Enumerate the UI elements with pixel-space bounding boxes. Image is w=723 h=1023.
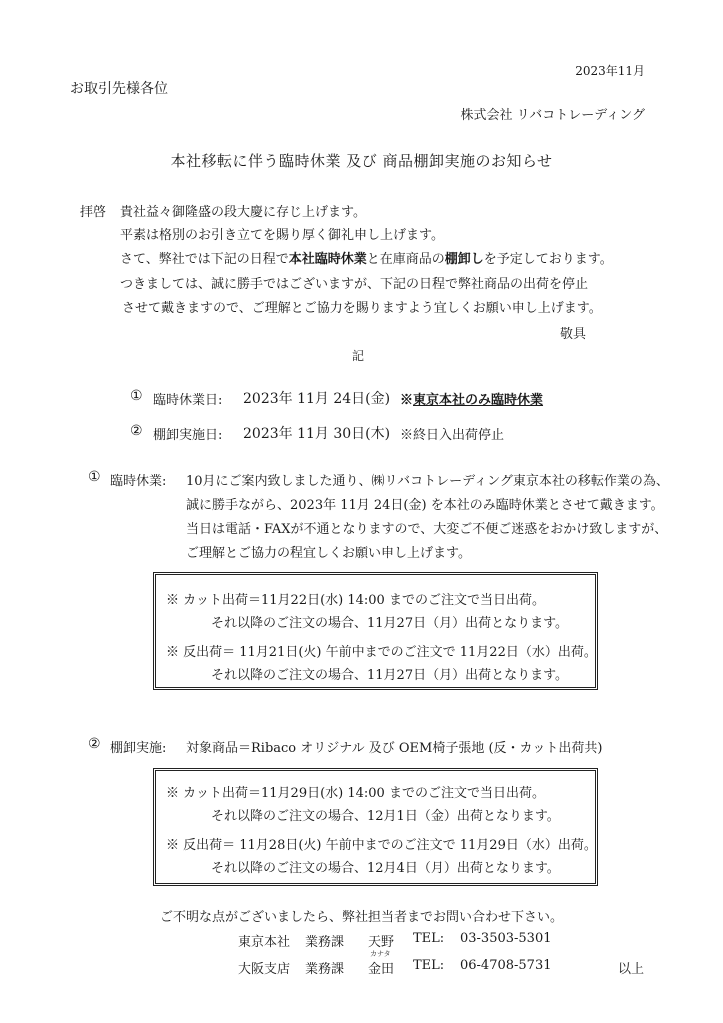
greeting-line-4: つきましては、誠に勝手ではございますが、下記の日程で弊社商品の出荷を停止 (120, 277, 589, 292)
schedule-2-date: 2023年 11月 30日(木) (243, 426, 391, 442)
contact-intro: ご不明な点がございましたら、弊社担当者までお問い合わせ下さい。 (160, 910, 564, 925)
section-1-num: ① (88, 469, 101, 485)
ki-marker: 記 (352, 349, 365, 363)
greeting-label: 拝啓 (80, 205, 107, 220)
section-2-label: 棚卸実施: (110, 741, 167, 756)
contact-1-tel-label: TEL: (413, 931, 445, 946)
schedule-2-note-text: 終日入出荷停止 (413, 428, 505, 443)
recipient: お取引先様各位 (70, 81, 168, 97)
section-1-notice-box (153, 572, 598, 690)
document-title: 本社移転に伴う臨時休業 及び 商品棚卸実施のお知らせ (170, 152, 553, 170)
section-1-line-4: ご理解とご協力の程宜しくお願い申し上げます。 (186, 546, 471, 561)
schedule-1-note (400, 389, 543, 408)
contact-2-dept: 業務課 (305, 962, 345, 977)
section-1-line-1: 10月にご案内致しました通り、㈱リバコトレーディング東京本社の移転作業の為、 (186, 474, 669, 489)
document-date: 2023年11月 (575, 64, 645, 78)
greeting-line-3-b: 本社臨時休業 (288, 252, 367, 267)
contact-1-office: 東京本社 (238, 935, 291, 950)
section-1-label: 臨時休業: (110, 474, 167, 489)
greeting-line-5: させて戴きますので、ご理解とご協力を賜りますよう宜しくお願い申し上げます。 (122, 301, 602, 316)
closing-ijo: 以上 (618, 962, 645, 977)
greeting-line-3-c: と在庫商品の (366, 252, 445, 267)
section-1-line-2: 誠に勝手ながら、2023年 11月 24日(金) を本社のみ臨時休業とさせて戴きます。 (186, 498, 664, 513)
schedule-1-num: ① (130, 388, 143, 404)
section-1-line-3: 当日は電話・FAXが不通となりますので、大変ご不便ご迷惑をおかけ致しますが、 (186, 522, 668, 537)
schedule-2-label: 棚卸実施日: (153, 428, 223, 443)
greeting-line-3 (120, 248, 613, 267)
section-1-box-line-4: それ以降のご注文の場合、11月27日（月）出荷となります。 (211, 668, 569, 683)
greeting-line-3-e: を予定しております。 (483, 252, 613, 267)
greeting-line-3-a: さて、弊社では下記の日程で (120, 252, 289, 267)
section-2-box-line-4: それ以降のご注文の場合、12月4日（月）出荷となります。 (211, 861, 560, 876)
contact-1-dept: 業務課 (305, 935, 345, 950)
contact-2-name-ruby: カナタ (370, 950, 391, 958)
contact-2-name: 金田 (368, 962, 395, 977)
section-2-text: 対象商品＝Ribaco オリジナル 及び OEM椅子張地 (反・カット出荷共) (186, 741, 603, 756)
schedule-1-note-prefix: ※ (400, 393, 414, 408)
schedule-1-label: 臨時休業日: (153, 393, 223, 408)
section-1-box-line-1: ※ カット出荷＝11月22日(水) 14:00 までのご注文で当日出荷。 (166, 593, 545, 608)
greeting-line-3-d: 棚卸し (444, 252, 484, 267)
greeting-line-1: 貴社益々御隆盛の段大慶に存じ上げます。 (120, 205, 366, 220)
schedule-2-note (400, 424, 504, 443)
section-1-box-line-2: それ以降のご注文の場合、11月27日（月）出荷となります。 (211, 616, 569, 631)
contact-2-tel-label: TEL: (413, 958, 445, 973)
contact-1-tel: 03-3503-5301 (460, 931, 552, 946)
section-2-box-line-1: ※ カット出荷＝11月29日(水) 14:00 までのご注文で当日出荷。 (166, 786, 545, 801)
contact-2-tel: 06-4708-5731 (460, 958, 552, 973)
contact-2-office: 大阪支店 (238, 962, 291, 977)
schedule-1-date: 2023年 11月 24日(金) (243, 391, 391, 407)
section-2-box-line-3: ※ 反出荷＝ 11月28日(火) 午前中までのご注文で 11月29日（水）出荷。 (166, 838, 597, 853)
schedule-1-note-text: 東京本社のみ臨時休業 (413, 393, 544, 408)
section-2-notice-box (153, 768, 598, 886)
greeting-line-2: 平素は格別のお引き立てを賜り厚く御礼申し上げます。 (120, 228, 444, 243)
schedule-2-note-prefix: ※ (400, 428, 414, 443)
schedule-2-num: ② (130, 423, 143, 439)
section-1-box-line-3: ※ 反出荷＝ 11月21日(火) 午前中までのご注文で 11月22日（水）出荷。 (166, 645, 597, 660)
contact-1-name: 天野 (368, 935, 395, 950)
section-2-box-line-2: それ以降のご注文の場合、12月1日（金）出荷となります。 (211, 809, 560, 824)
section-2-num: ② (88, 736, 101, 752)
sender-company: 株式会社 リバコトレーディング (460, 108, 645, 123)
closing-keigu: 敬具 (560, 327, 587, 342)
